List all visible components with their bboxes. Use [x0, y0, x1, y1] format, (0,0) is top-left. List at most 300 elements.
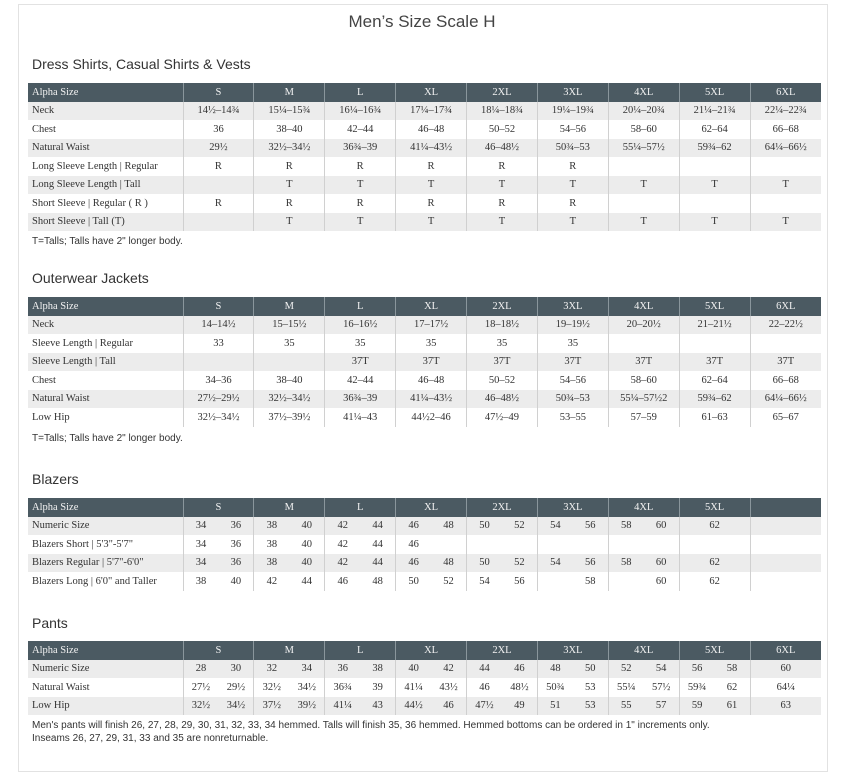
cell-value: 56 — [585, 520, 596, 532]
cell-value: 46 — [337, 575, 348, 587]
cell-value: 52 — [514, 520, 525, 532]
table-cell: R — [537, 194, 608, 213]
size-table-pants — [28, 641, 821, 715]
table-cell: 17–17½ — [396, 316, 467, 335]
row-label: Natural Waist — [28, 139, 183, 158]
header-size: M — [254, 297, 325, 316]
cell-value: 54 — [550, 557, 561, 569]
table-cell — [537, 517, 608, 536]
cell-value: 38 — [195, 575, 207, 587]
header-size: 3XL — [537, 297, 608, 316]
header-size: L — [325, 498, 396, 517]
table-cell — [396, 535, 467, 554]
header-size: 2XL — [467, 297, 538, 316]
table-cell: 47½–49 — [467, 408, 538, 427]
table-row — [28, 176, 821, 195]
table-cell: 37T — [608, 353, 679, 372]
table-cell: T — [467, 176, 538, 195]
table-row — [28, 572, 821, 591]
cell-value: 46 — [479, 681, 490, 693]
header-size: 5XL — [679, 83, 750, 102]
cell-value: 38 — [266, 520, 278, 532]
note-shirts: T=Talls; Talls have 2" longer body. — [32, 236, 183, 247]
cell-value: 58 — [620, 557, 632, 569]
cell-value: 36 — [230, 520, 242, 532]
table-cell: 22–22½ — [750, 316, 821, 335]
table-cell — [750, 157, 821, 176]
table-cell: 19¼–19¾ — [537, 102, 608, 121]
cell-value: 59 — [691, 700, 703, 712]
cell-value: 48½ — [510, 681, 529, 693]
cell-value: 51 — [550, 700, 561, 712]
table-cell: 19–19½ — [537, 316, 608, 335]
row-label: Short Sleeve | Tall (T) — [28, 213, 183, 232]
cell-value: 48 — [550, 663, 561, 675]
table-cell — [254, 535, 325, 554]
table-cell: 15–15½ — [254, 316, 325, 335]
table-cell: 18–18½ — [467, 316, 538, 335]
cell-value: 36 — [337, 663, 348, 675]
cell-value: 36 — [230, 538, 242, 550]
cell-value: 52 — [620, 663, 632, 675]
table-cell: T — [254, 213, 325, 232]
cell-value: 40 — [301, 538, 313, 550]
table-cell: 14–14½ — [183, 316, 254, 335]
table-cell: T — [679, 213, 750, 232]
cell-value: 58 — [620, 520, 632, 532]
header-size: L — [325, 641, 396, 660]
table-cell: 64¼–66½ — [750, 390, 821, 409]
table-cell: 41¼–43 — [325, 408, 396, 427]
table-cell — [608, 517, 679, 536]
table-cell — [254, 572, 325, 591]
table-cell: T — [467, 213, 538, 232]
cell-value: 43 — [372, 700, 383, 712]
row-label: Long Sleeve Length | Tall — [28, 176, 183, 195]
header-size: 2XL — [467, 83, 538, 102]
row-label: Long Sleeve Length | Regular — [28, 157, 183, 176]
cell-value: 46 — [443, 700, 454, 712]
cell-value: 47½ — [475, 700, 494, 712]
table-cell: 41¼–43½ — [396, 390, 467, 409]
table-cell: T — [608, 176, 679, 195]
table-cell: 50–52 — [467, 120, 538, 139]
cell-value: 57 — [655, 700, 667, 712]
table-cell — [183, 572, 254, 591]
table-cell: 37T — [467, 353, 538, 372]
table-cell: 62 — [679, 554, 750, 573]
cell-value: 42 — [337, 557, 348, 569]
table-cell — [396, 660, 467, 679]
row-label: Neck — [28, 102, 183, 121]
table-header-row — [28, 83, 821, 102]
table-cell: 29½ — [183, 139, 254, 158]
row-label: Low Hip — [28, 408, 183, 427]
table-cell — [537, 554, 608, 573]
row-label: Sleeve Length | Tall — [28, 353, 183, 372]
cell-value: 50 — [585, 663, 596, 675]
cell-value: 40 — [408, 663, 419, 675]
row-label: Neck — [28, 316, 183, 335]
cell-value: 46 — [408, 520, 419, 532]
table-cell: 20¼–20¾ — [608, 102, 679, 121]
page-title: Men’s Size Scale H — [348, 12, 496, 31]
cell-value: 44 — [301, 575, 313, 587]
header-size: XL — [396, 83, 467, 102]
table-cell — [608, 334, 679, 353]
cell-value: 38 — [372, 663, 383, 675]
table-cell: 21¼–21¾ — [679, 102, 750, 121]
row-label: Low Hip — [28, 697, 183, 716]
row-label: Chest — [28, 371, 183, 390]
header-size: M — [254, 83, 325, 102]
table-header-row — [28, 641, 821, 660]
cell-value: 55¼ — [617, 681, 636, 693]
header-size: 2XL — [467, 641, 538, 660]
table-cell: 17¼–17¾ — [396, 102, 467, 121]
table-cell: 59¾–62 — [679, 139, 750, 158]
table-cell: T — [325, 176, 396, 195]
cell-value: 34½ — [297, 681, 316, 693]
table-cell — [325, 572, 396, 591]
cell-value: 27½ — [191, 681, 211, 693]
table-cell: 62 — [679, 572, 750, 591]
table-cell: R — [467, 194, 538, 213]
table-cell: 54–56 — [537, 371, 608, 390]
table-cell: 35 — [254, 334, 325, 353]
cell-value: 44½ — [404, 700, 423, 712]
table-cell: T — [750, 213, 821, 232]
header-size: 4XL — [608, 498, 679, 517]
table-cell: 62–64 — [679, 371, 750, 390]
table-row — [28, 316, 821, 335]
header-size: XL — [396, 498, 467, 517]
table-cell: R — [325, 194, 396, 213]
table-cell: 37½–39½ — [254, 408, 325, 427]
table-cell: R — [183, 157, 254, 176]
table-cell: 59¾–62 — [679, 390, 750, 409]
cell-value: 34 — [195, 538, 207, 550]
table-cell — [325, 678, 396, 697]
table-cell — [750, 517, 821, 536]
cell-value: 55 — [620, 700, 632, 712]
cell-value: 58 — [585, 575, 596, 587]
cell-value: 41¼ — [333, 700, 352, 712]
table-cell: 36¾–39 — [325, 139, 396, 158]
table-row — [28, 139, 821, 158]
table-cell: 38–40 — [254, 120, 325, 139]
table-cell: 64¼ — [750, 678, 821, 697]
table-cell — [679, 660, 750, 679]
table-cell: 36 — [183, 120, 254, 139]
cell-value: 38 — [266, 557, 278, 569]
cell-value: 32 — [266, 663, 278, 675]
table-cell — [679, 334, 750, 353]
table-cell — [183, 213, 254, 232]
table-cell: 50¾–53 — [537, 139, 608, 158]
table-cell — [325, 554, 396, 573]
table-cell — [183, 535, 254, 554]
table-cell: R — [325, 157, 396, 176]
table-cell — [537, 678, 608, 697]
cell-value: 43½ — [439, 681, 458, 693]
table-cell: 35 — [467, 334, 538, 353]
cell-value: 50¾ — [546, 681, 565, 693]
table-cell: 35 — [537, 334, 608, 353]
header-size: S — [183, 83, 254, 102]
table-cell: T — [325, 213, 396, 232]
table-cell — [183, 660, 254, 679]
table-cell: 22¼–22¾ — [750, 102, 821, 121]
table-cell: T — [254, 176, 325, 195]
table-cell — [183, 678, 254, 697]
table-cell: 50¾–53 — [537, 390, 608, 409]
cell-value: 60 — [655, 520, 667, 532]
table-cell: R — [396, 194, 467, 213]
cell-value: 53 — [585, 700, 596, 712]
header-size: 4XL — [608, 641, 679, 660]
cell-value: 40 — [301, 557, 313, 569]
table-cell — [679, 697, 750, 716]
cell-value: 37½ — [262, 700, 282, 712]
cell-value: 57½ — [651, 681, 671, 693]
cell-value: 39½ — [297, 700, 316, 712]
table-cell: 42–44 — [325, 120, 396, 139]
table-cell — [608, 660, 679, 679]
cell-value: 54 — [550, 520, 561, 532]
table-header-row — [28, 297, 821, 316]
header-size: L — [325, 83, 396, 102]
cell-value: 39 — [372, 681, 383, 693]
table-cell: 46–48 — [396, 120, 467, 139]
table-row — [28, 213, 821, 232]
table-row — [28, 554, 821, 573]
cell-value: 49 — [514, 700, 525, 712]
cell-value: 28 — [195, 663, 207, 675]
table-cell: 53–55 — [537, 408, 608, 427]
table-cell: T — [396, 176, 467, 195]
header-size: M — [254, 498, 325, 517]
cell-value: 34 — [195, 557, 207, 569]
header-size: M — [254, 641, 325, 660]
table-cell — [325, 660, 396, 679]
table-cell — [467, 678, 538, 697]
table-cell — [608, 157, 679, 176]
header-label: Alpha Size — [28, 83, 183, 102]
header-size: S — [183, 641, 254, 660]
table-cell — [608, 572, 679, 591]
table-cell: 37T — [679, 353, 750, 372]
table-cell: 62–64 — [679, 120, 750, 139]
cell-value: 52 — [514, 557, 525, 569]
table-cell: 18¼–18¾ — [467, 102, 538, 121]
table-cell — [679, 194, 750, 213]
table-cell: 46–48 — [396, 371, 467, 390]
header-size: 3XL — [537, 498, 608, 517]
header-size: 3XL — [537, 641, 608, 660]
row-label: Blazers Short | 5'3"-5'7" — [28, 535, 183, 554]
header-size: S — [183, 297, 254, 316]
table-cell — [537, 535, 608, 554]
table-cell: 41¼–43½ — [396, 139, 467, 158]
table-cell — [396, 572, 467, 591]
header-size — [750, 498, 821, 517]
cell-value: 34 — [301, 663, 313, 675]
table-cell — [750, 194, 821, 213]
table-cell: T — [608, 213, 679, 232]
table-cell — [254, 353, 325, 372]
row-label: Short Sleeve | Regular ( R ) — [28, 194, 183, 213]
table-cell: 61–63 — [679, 408, 750, 427]
cell-value: 54 — [479, 575, 490, 587]
row-label: Numeric Size — [28, 517, 183, 536]
header-size: 2XL — [467, 498, 538, 517]
table-row — [28, 371, 821, 390]
cell-value: 46 — [408, 557, 419, 569]
table-cell — [396, 697, 467, 716]
table-cell: T — [396, 213, 467, 232]
table-cell — [325, 697, 396, 716]
table-row — [28, 697, 821, 716]
table-header-row — [28, 498, 821, 517]
cell-value: 41¼ — [404, 681, 423, 693]
table-cell: 21–21½ — [679, 316, 750, 335]
note-outerwear: T=Talls; Talls have 2" longer body. — [32, 433, 183, 444]
table-cell — [467, 517, 538, 536]
table-cell — [183, 353, 254, 372]
cell-value: 46 — [408, 538, 419, 550]
cell-value: 48 — [443, 557, 454, 569]
cell-value: 60 — [655, 575, 667, 587]
table-cell — [608, 194, 679, 213]
cell-value: 38 — [266, 538, 278, 550]
table-cell: 66–68 — [750, 371, 821, 390]
row-label: Chest — [28, 120, 183, 139]
table-cell: 33 — [183, 334, 254, 353]
size-table-shirts — [28, 83, 821, 231]
table-cell: R — [396, 157, 467, 176]
table-cell: 46–48½ — [467, 390, 538, 409]
table-cell — [254, 554, 325, 573]
header-size: XL — [396, 641, 467, 660]
header-size: 6XL — [750, 83, 821, 102]
table-cell: 35 — [396, 334, 467, 353]
cell-value: 50 — [479, 557, 490, 569]
table-cell: 42–44 — [325, 371, 396, 390]
size-table-outerwear — [28, 297, 821, 427]
table-cell: 46–48½ — [467, 139, 538, 158]
table-cell: 32½–34½ — [183, 408, 254, 427]
table-cell — [608, 697, 679, 716]
table-cell — [750, 554, 821, 573]
table-cell — [396, 554, 467, 573]
table-row — [28, 334, 821, 353]
table-cell: 16¼–16¾ — [325, 102, 396, 121]
table-cell: 62 — [679, 517, 750, 536]
cell-value: 42 — [443, 663, 454, 675]
table-cell — [750, 535, 821, 554]
cell-value: 61 — [726, 700, 738, 712]
table-cell: 34–36 — [183, 371, 254, 390]
table-cell — [467, 535, 538, 554]
cell-value: 56 — [691, 663, 703, 675]
header-size: 5XL — [679, 297, 750, 316]
cell-value: 46 — [514, 663, 525, 675]
table-cell — [750, 572, 821, 591]
cell-value: 52 — [443, 575, 454, 587]
cell-value: 34½ — [226, 700, 246, 712]
cell-value: 56 — [514, 575, 525, 587]
table-cell: 20–20½ — [608, 316, 679, 335]
table-row — [28, 390, 821, 409]
table-cell — [183, 697, 254, 716]
table-cell: 55¼–57½ — [608, 139, 679, 158]
cell-value: 42 — [337, 520, 348, 532]
cell-value: 50 — [479, 520, 490, 532]
cell-value: 42 — [337, 538, 348, 550]
row-label: Blazers Long | 6'0" and Taller — [28, 572, 183, 591]
table-cell: T — [537, 213, 608, 232]
cell-value: 59¾ — [687, 681, 707, 693]
header-size: 6XL — [750, 297, 821, 316]
cell-value: 32½ — [262, 681, 282, 693]
table-cell — [608, 554, 679, 573]
table-cell — [467, 660, 538, 679]
table-cell — [679, 157, 750, 176]
table-cell: 35 — [325, 334, 396, 353]
row-label: Natural Waist — [28, 678, 183, 697]
table-cell: 57–59 — [608, 408, 679, 427]
table-cell: R — [254, 157, 325, 176]
row-label: Numeric Size — [28, 660, 183, 679]
table-cell — [467, 572, 538, 591]
header-size: S — [183, 498, 254, 517]
header-label: Alpha Size — [28, 297, 183, 316]
table-cell — [467, 697, 538, 716]
cell-value: 53 — [585, 681, 596, 693]
table-cell: R — [537, 157, 608, 176]
table-cell — [679, 678, 750, 697]
table-row — [28, 157, 821, 176]
table-cell: R — [254, 194, 325, 213]
table-cell: 16–16½ — [325, 316, 396, 335]
row-label: Natural Waist — [28, 390, 183, 409]
note-pants: Men's pants will finish 26, 27, 28, 29, 30, 31, 32, 33, 34 hemmed. Talls will finish 35, 36 hemmed. Hemmed bottoms can be ordered in 1" increments only. — [32, 720, 710, 731]
table-cell — [254, 660, 325, 679]
table-cell: 58–60 — [608, 371, 679, 390]
table-cell: 14½–14¾ — [183, 102, 254, 121]
table-cell — [537, 697, 608, 716]
table-cell — [183, 554, 254, 573]
table-cell — [467, 554, 538, 573]
header-size: L — [325, 297, 396, 316]
table-cell: R — [183, 194, 254, 213]
row-label: Blazers Regular | 5'7"-6'0" — [28, 554, 183, 573]
row-label: Sleeve Length | Regular — [28, 334, 183, 353]
cell-value: 48 — [372, 575, 383, 587]
table-cell — [750, 334, 821, 353]
section-title-pants: Pants — [32, 615, 68, 631]
table-cell: 37T — [325, 353, 396, 372]
table-cell — [325, 535, 396, 554]
table-row — [28, 120, 821, 139]
header-size: 5XL — [679, 498, 750, 517]
table-cell: 38–40 — [254, 371, 325, 390]
cell-value: 44 — [479, 663, 490, 675]
cell-value: 32½ — [191, 700, 211, 712]
section-title-outerwear: Outerwear Jackets — [32, 270, 149, 286]
table-cell: 64¼–66½ — [750, 139, 821, 158]
